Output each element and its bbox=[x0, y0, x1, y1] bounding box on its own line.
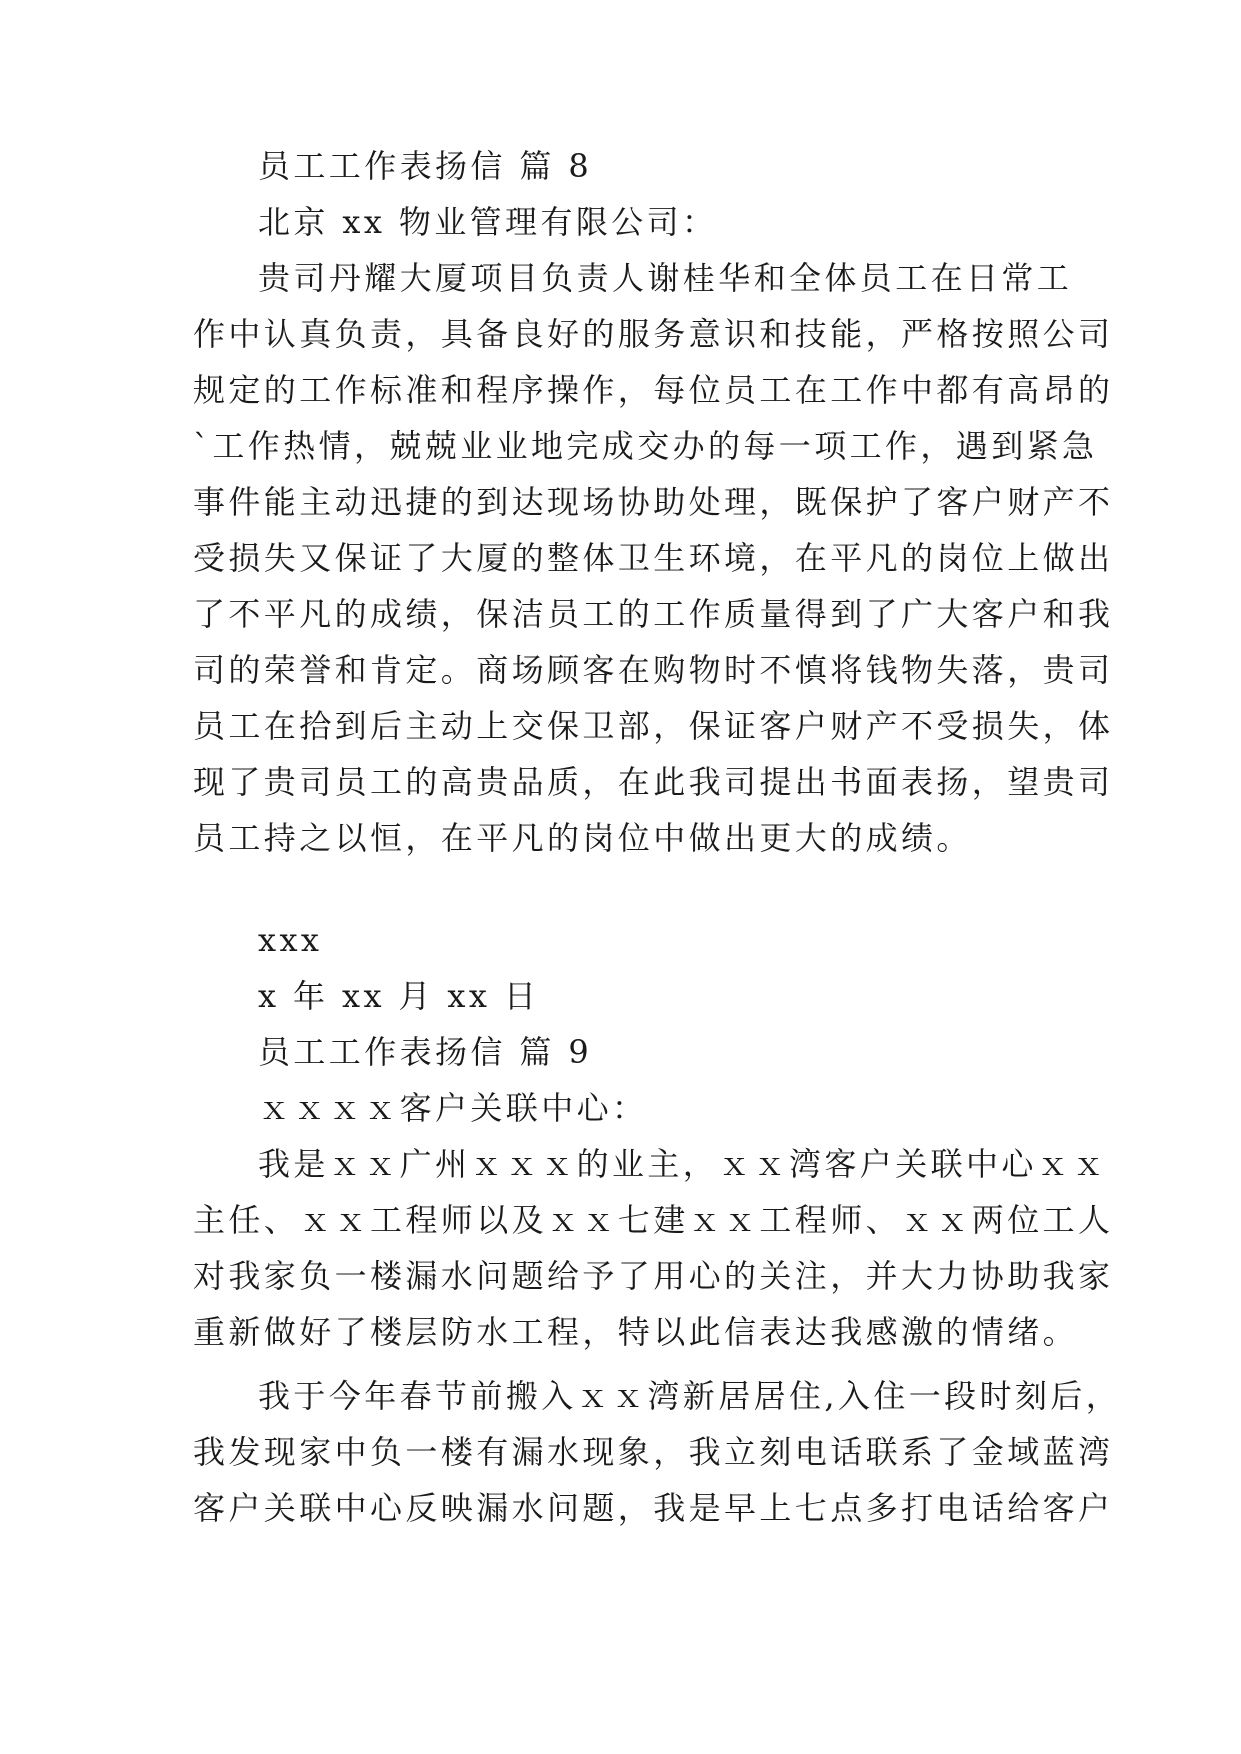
body-line: 我发现家中负一楼有漏水现象，我立刻电话联系了金域蓝湾 bbox=[193, 1433, 1114, 1471]
body-line: 对我家负一楼漏水问题给予了用心的关注，并大力协助我家 bbox=[193, 1257, 1114, 1295]
body-line: 贵司丹耀大厦项目负责人谢桂华和全体员工在日常工 bbox=[258, 259, 1073, 297]
body-line: 客户关联中心反映漏水问题，我是早上七点多打电话给客户 bbox=[193, 1489, 1114, 1527]
body-line: 我是ｘｘ广州ｘｘｘ的业主，ｘｘ湾客户关联中心ｘｘ bbox=[258, 1145, 1108, 1183]
body-line: 作中认真负责，具备良好的服务意识和技能，严格按照公司 bbox=[193, 315, 1114, 353]
letter-8 bbox=[193, 138, 1114, 866]
letter-9-paragraph-1 bbox=[193, 1136, 1114, 1360]
body-line: 事件能主动迅捷的到达现场协助处理，既保护了客户财产不 bbox=[193, 483, 1114, 521]
body-line: `工作热情，兢兢业业地完成交办的每一项工作，遇到紧急 bbox=[193, 427, 1098, 465]
letter-8-heading: 员工工作表扬信 篇 8 bbox=[258, 147, 593, 185]
letter-8-closing bbox=[193, 912, 1122, 1536]
body-line: 我于今年春节前搬入ｘｘ湾新居居住,入住一段时刻后， bbox=[258, 1377, 1122, 1415]
body-line: 主任、ｘｘ工程师以及ｘｘ七建ｘｘ工程师、ｘｘ两位工人 bbox=[193, 1201, 1114, 1239]
body-line: 现了贵司员工的高贵品质，在此我司提出书面表扬，望贵司 bbox=[193, 763, 1114, 801]
body-line: 员工在拾到后主动上交保卫部，保证客户财产不受损失，体 bbox=[193, 707, 1114, 745]
body-line: 重新做好了楼层防水工程，特以此信表达我感激的情绪。 bbox=[193, 1313, 1079, 1351]
letter-9-paragraph-2 bbox=[193, 1368, 1122, 1536]
body-line: 规定的工作标准和程序操作，每位员工在工作中都有高昂的 bbox=[193, 371, 1114, 409]
body-line: 受损失又保证了大厦的整体卫生环境，在平凡的岗位上做出 bbox=[193, 539, 1114, 577]
date: x 年 xx 月 xx 日 bbox=[258, 977, 540, 1015]
body-line: 司的荣誉和肯定。商场顾客在购物时不慎将钱物失落，贵司 bbox=[193, 651, 1114, 689]
body-line: 了不平凡的成绩，保洁员工的工作质量得到了广大客户和我 bbox=[193, 595, 1114, 633]
letter-9-heading: 员工工作表扬信 篇 9 bbox=[258, 1033, 593, 1071]
letter-9-recipient: ｘｘｘｘ客户关联中心： bbox=[258, 1089, 648, 1127]
signature: xxx bbox=[258, 921, 323, 959]
letter-8-recipient: 北京 xx 物业管理有限公司： bbox=[258, 203, 718, 241]
letter-8-body bbox=[193, 250, 1114, 866]
body-line: 员工持之以恒，在平凡的岗位中做出更大的成绩。 bbox=[193, 819, 972, 857]
